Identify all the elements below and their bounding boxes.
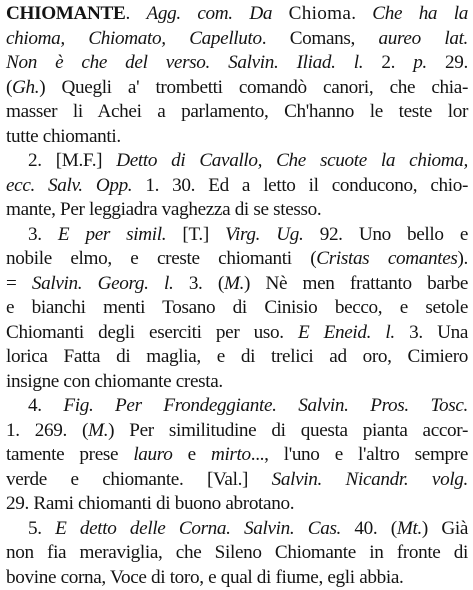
text-line <box>6 125 468 150</box>
italic-run: E detto delle Corna. Salvin. Cas. <box>55 518 341 539</box>
text-run: masser li Achei a parlamento, Ch'hanno le teste lor <box>6 101 468 122</box>
text-run: insigne con chiomante cresta. <box>6 371 223 392</box>
text-run: tamente prese <box>6 444 133 465</box>
text-line <box>6 345 468 370</box>
italic-run: lauro <box>133 444 172 465</box>
italic-run: M. <box>224 273 244 294</box>
text-line <box>6 247 468 272</box>
text-line <box>6 51 468 76</box>
italic-run: Fig. Per Frondeggiante. Salvin. Pros. Tosc. <box>63 395 468 416</box>
italic-run: Virg. Ug. <box>225 224 303 245</box>
text-run: 5. <box>28 518 55 539</box>
text-run: 4. <box>28 395 63 416</box>
text-run: ) Quegli a' trombetti comandò canori, che chia- <box>39 77 468 98</box>
text-line <box>6 2 468 27</box>
italic-run: Salvin. Nicandr. volg. <box>272 469 468 490</box>
text-run: non fia meraviglia, che Sileno Chiomante in fronte di <box>6 542 468 563</box>
italic-run: Gh. <box>12 77 39 98</box>
text-line <box>6 492 468 517</box>
text-run: ) Per similitudine di questa pianta accor- <box>108 420 468 441</box>
text-line <box>6 100 468 125</box>
text-line <box>6 296 468 321</box>
text-run: = <box>6 273 32 294</box>
text-run: ..., l'uno e l'altro sempre <box>251 444 468 465</box>
text-run: 29. Rami chiomanti di buono abrotano. <box>6 493 294 514</box>
italic-run: E per simil. <box>58 224 166 245</box>
text-line <box>6 149 468 174</box>
text-run: 40. ( <box>341 518 397 539</box>
text-line <box>6 419 468 444</box>
text-line <box>6 517 468 542</box>
text-run: mante, Per leggiadra vaghezza di se stesso. <box>6 199 321 220</box>
text-run: 92. Uno bello e <box>304 224 469 245</box>
text-run: 2. <box>363 52 413 73</box>
text-run: . Comans, <box>262 28 379 49</box>
text-line <box>6 321 468 346</box>
text-line <box>6 223 468 248</box>
text-run: ). <box>458 248 469 269</box>
italic-run: mirto <box>211 444 251 465</box>
text-line <box>6 27 468 52</box>
text-run: e <box>172 444 210 465</box>
text-run: tutte chiomanti. <box>6 126 121 147</box>
text-run: lorica Fatta di maglia, e di trelici ad oro, Cimiero <box>6 346 468 367</box>
text-run: nobile elmo, e creste chiomanti ( <box>6 248 316 269</box>
text-run: 1. 269. ( <box>6 420 88 441</box>
text-line <box>6 443 468 468</box>
text-run: Chioma <box>289 3 352 24</box>
text-line <box>6 541 468 566</box>
text-line <box>6 76 468 101</box>
italic-run: Salvin. Georg. l. <box>32 273 174 294</box>
text-line <box>6 468 468 493</box>
italic-run: aureo lat. <box>379 28 468 49</box>
text-line <box>6 370 468 395</box>
italic-run: Che ha la <box>372 3 468 24</box>
text-line <box>6 566 468 590</box>
text-run: 1. 30. Ed a letto il conducono, chio- <box>132 175 468 196</box>
italic-run: Mt. <box>397 518 422 539</box>
headword: CHIOMANTE <box>6 3 125 24</box>
text-line <box>6 198 468 223</box>
text-run: e bianchi menti Tosano di Cinisio becco, e setole <box>6 297 468 318</box>
text-run: 3. ( <box>173 273 224 294</box>
text-run: [T.] <box>166 224 225 245</box>
italic-run: p. <box>413 52 427 73</box>
text-run: verde e chiomante. [Val.] <box>6 469 272 490</box>
text-run: 3. Una <box>395 322 468 343</box>
text-run: 3. <box>28 224 58 245</box>
italic-run: M. <box>88 420 108 441</box>
italic-run: Agg. com. Da <box>146 3 288 24</box>
italic-run: Non è che del verso. Salvin. Iliad. l. <box>6 52 363 73</box>
italic-run: Detto di Cavallo, Che scuote la chioma, <box>116 150 468 171</box>
text-run: ) Già <box>422 518 468 539</box>
text-run: bovine corna, Voce di toro, e qual di fiume, egli abbia. <box>6 567 403 588</box>
text-line <box>6 272 468 297</box>
text-run: Chiomanti degli eserciti per uso. <box>6 322 298 343</box>
italic-run: E Eneid. l. <box>298 322 395 343</box>
text-run: 2. [M.F.] <box>28 150 116 171</box>
italic-run: Cristas comantes <box>316 248 457 269</box>
text-run: ) Nè men frattanto barbe <box>244 273 468 294</box>
text-run: . <box>125 3 146 24</box>
text-run: ( <box>6 77 12 98</box>
italic-run: ecc. Salv. Opp. <box>6 175 132 196</box>
text-line <box>6 394 468 419</box>
text-run: . <box>351 3 372 24</box>
dictionary-entry <box>6 2 468 590</box>
text-line <box>6 174 468 199</box>
italic-run: chioma, Chiomato, Capelluto <box>6 28 262 49</box>
text-run: 29. <box>427 52 468 73</box>
